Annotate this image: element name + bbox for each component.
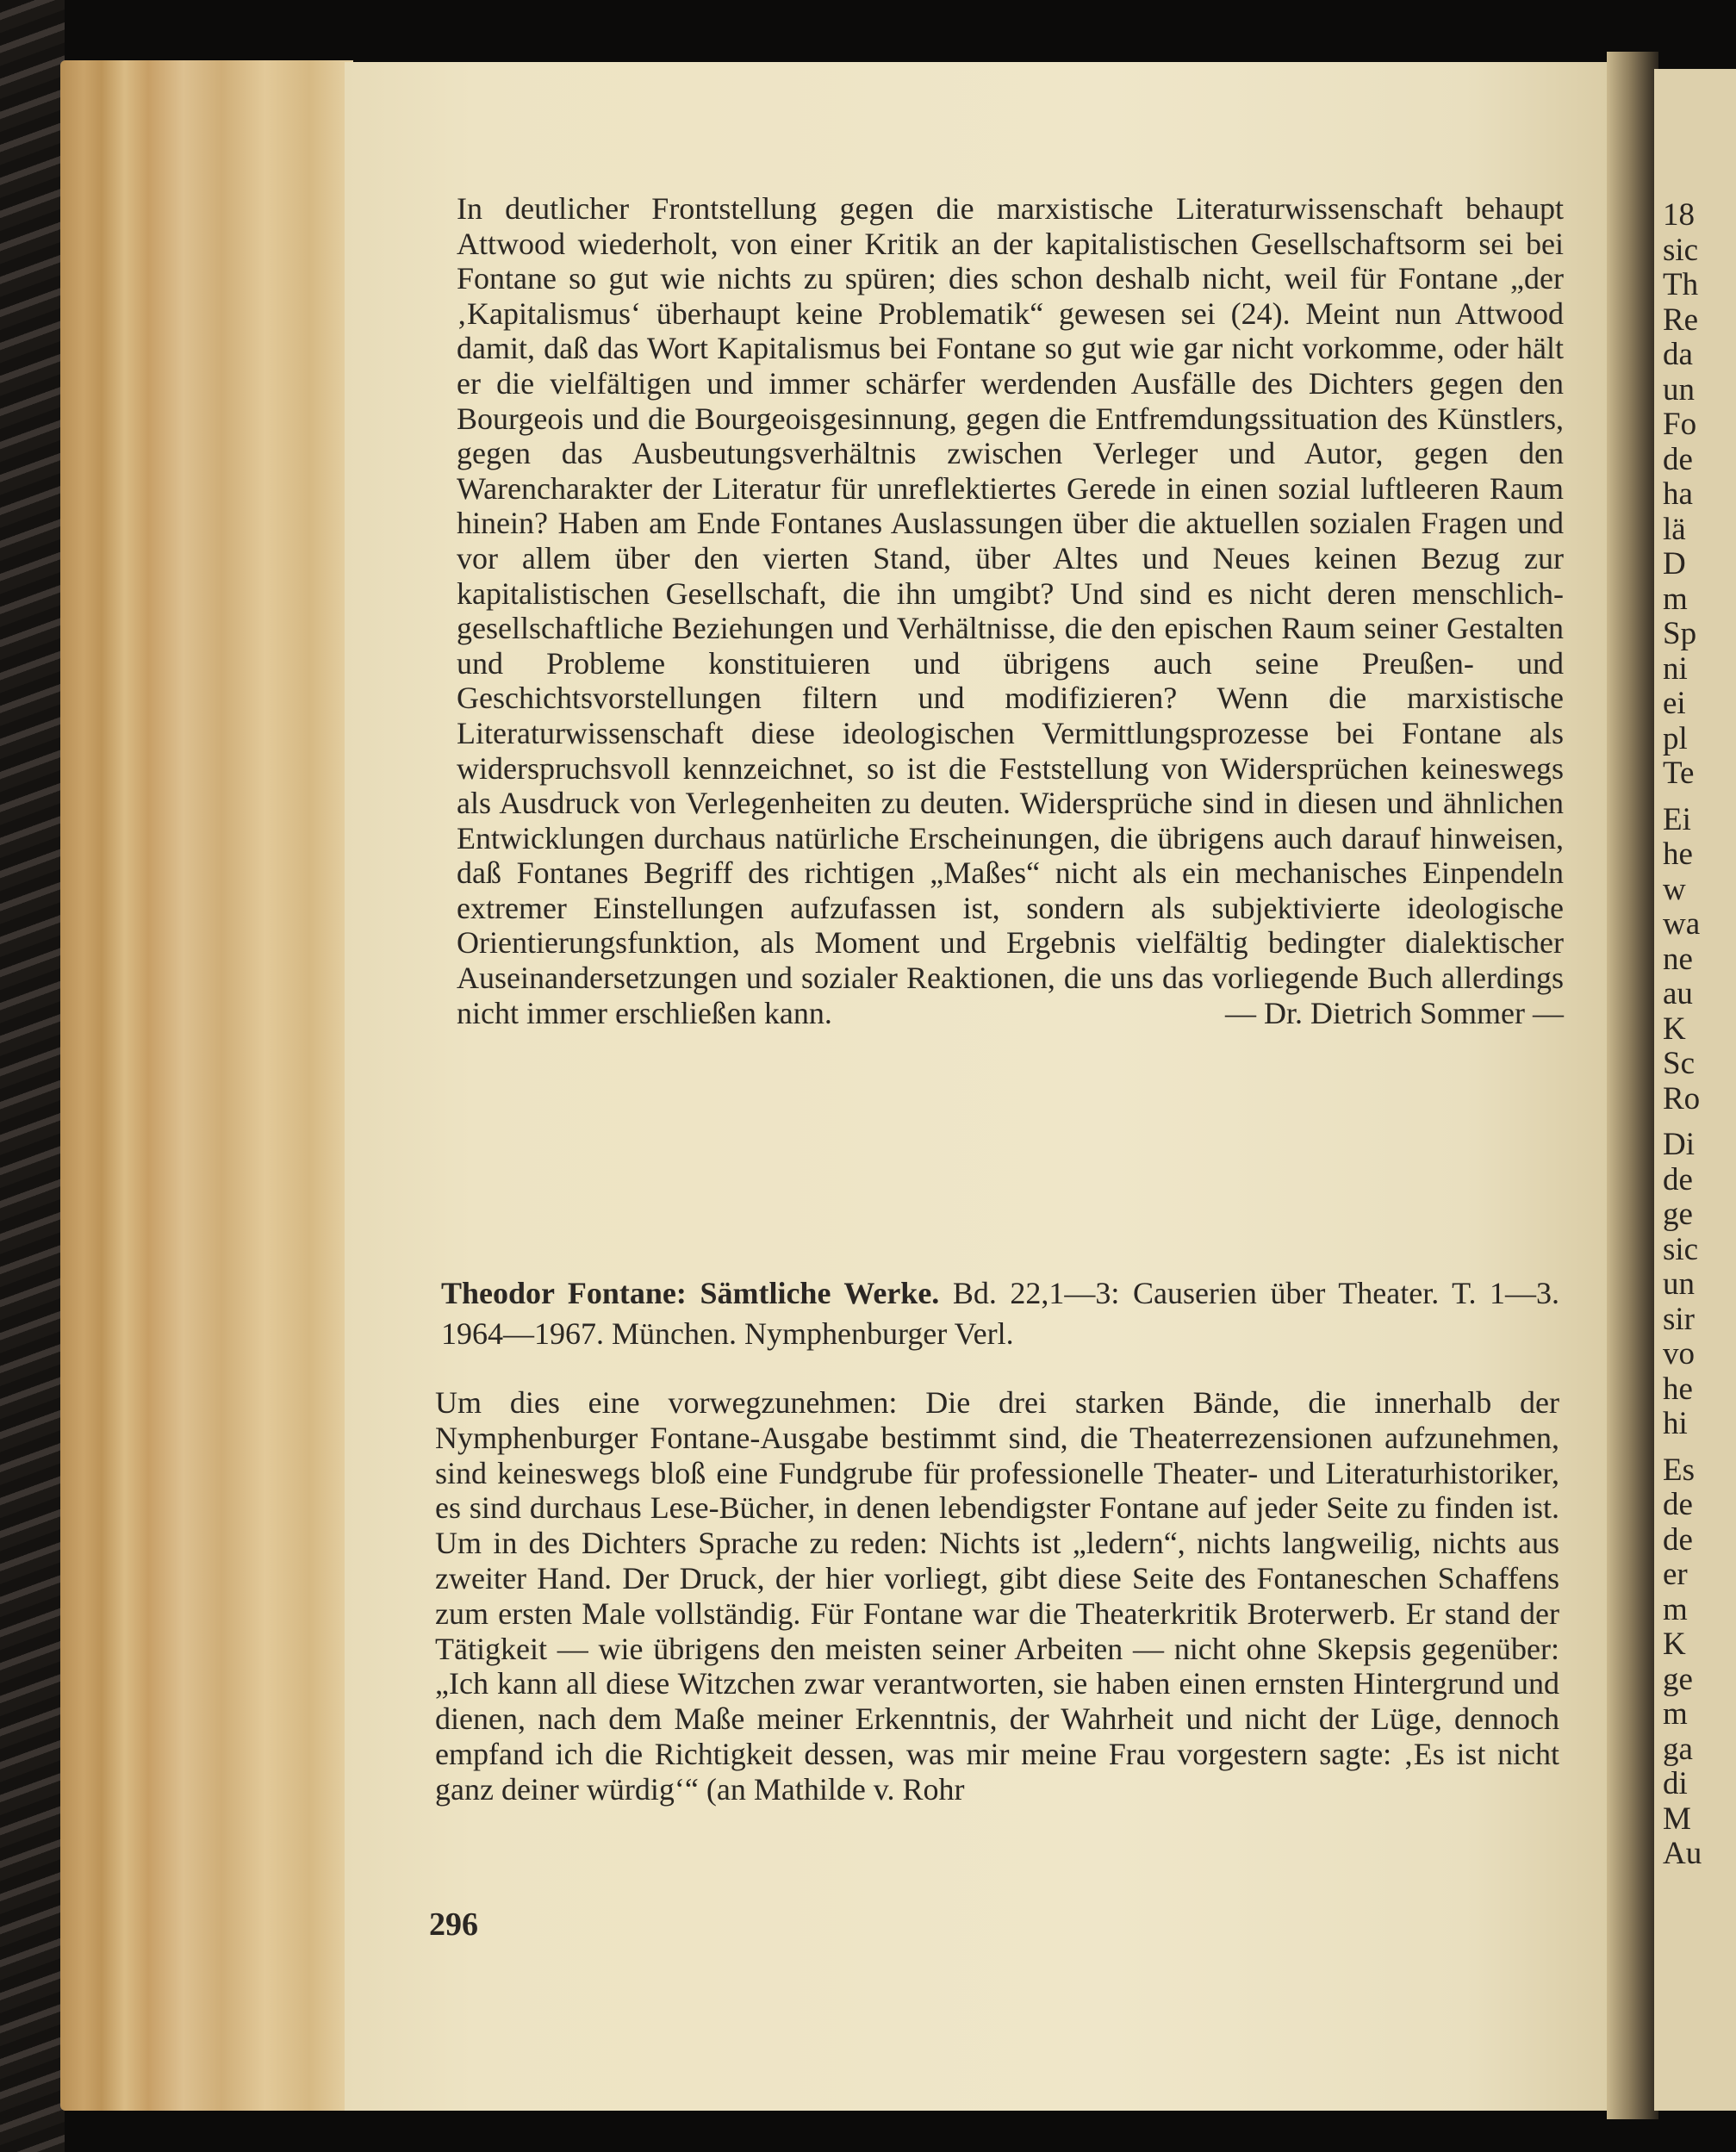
book-gutter (1607, 52, 1658, 2119)
review-2-title: Theodor Fontane: Sämtliche Werke. (441, 1276, 940, 1310)
facing-line: Sp (1663, 616, 1697, 651)
facing-line: ga (1663, 1731, 1693, 1767)
facing-line: Au (1663, 1836, 1702, 1871)
review-2-bibliography: Bd. 22,1—3: Causerien über Theater. T. 1—3. 1964—1967. München. Nymphenburger Verl. (441, 1276, 1559, 1351)
facing-line: sic (1663, 1231, 1699, 1267)
facing-line: ge (1663, 1197, 1693, 1232)
facing-line: ei (1663, 686, 1686, 721)
review-2-heading (441, 1273, 1559, 1354)
facing-line: Ei (1663, 801, 1691, 837)
facing-line: di (1663, 1766, 1688, 1801)
review-1-signature: — Dr. Dietrich Sommer — (1225, 995, 1564, 1030)
facing-line: he (1663, 1371, 1693, 1407)
facing-line: m (1663, 1696, 1688, 1732)
facing-line: Sc (1663, 1046, 1695, 1081)
facing-page (1654, 69, 1736, 2111)
page-stack-edge (60, 60, 353, 2111)
facing-line: m (1663, 1591, 1688, 1627)
facing-line: au (1663, 976, 1693, 1011)
facing-line: 18 (1663, 197, 1695, 233)
facing-line: ha (1663, 476, 1693, 512)
facing-line: Th (1663, 267, 1699, 302)
facing-line: ne (1663, 941, 1693, 977)
facing-line: he (1663, 837, 1693, 872)
book-spine-edge (0, 0, 65, 2152)
facing-line: ni (1663, 650, 1688, 687)
facing-line: de (1663, 441, 1693, 477)
review-1 (457, 191, 1564, 1030)
facing-line: Es (1663, 1452, 1695, 1488)
facing-line: Ro (1663, 1080, 1701, 1116)
facing-line: un (1663, 1266, 1695, 1302)
review-1-body: In deutlicher Frontstellung gegen die marxistische Literaturwissenschaft behaupt Attwood wiederholt, von einer Kritik an der kapitalistischen Gesellschaftsorm sei bei Fontane so gut wie nichts zu spüren; dies schon deshalb nicht, weil für Fontane „der ‚Kapitalismus‘ überhaupt keine Problematik“ gewesen sei (24). Meint nun Attwood damit, daß das Wort Kapitalismus bei Fontane so gut wie gar nicht vorkomme, oder hält er die vielfältigen und immer schärfer werdenden Ausfälle des Dichters gegen den Bourgeois und die Bourgeoisgesinnung, gegen die Entfremdungssituation des Künstlers, gegen das Ausbeutungsverhältnis zwischen Verleger und Autor, gegen den Warencharakter der Literatur für unreflektiertes Gerede in einen sozial luftleeren Raum hinein? Haben am Ende Fontanes Auslassungen über die aktuellen sozialen Fragen und vor allem über den vierten Stand, über Altes und Neues keinen Bezug zur kapitalistischen Gesellschaft, die ihn umgibt? Und sind es nicht deren menschlich-gesellschaftliche Beziehungen und Verhältnisse, die den epischen Raum seiner Gestalten und Probleme konstituieren und übrigens auch seine Preußen- und Geschichtsvorstellungen filtern und modifizieren? Wenn die marxistische Literaturwissenschaft diese ideologischen Vermittlungsprozesse bei Fontane als widerspruchsvoll kennzeichnet, so ist die Feststellung von Widersprüchen keineswegs als Ausdruck von Verlegenheiten zu deuten. Widersprüche sind in diesen und ähnlichen Entwicklungen durchaus natürliche Erscheinungen, die übrigens auch darauf hinweisen, daß Fontanes Begriff des richtigen „Maßes“ nicht als ein mechanisches Einpendeln extremer Einstellungen aufzufassen ist, sondern als subjektivierte ideologische Orientierungsfunktion, als Moment und Ergebnis vielfältig bedingter dialektischer Auseinandersetzungen und sozialer Reaktionen, die uns das vorliegende Buch allerdings nicht immer erschließen kann. (457, 191, 1564, 1030)
facing-line: K (1663, 1011, 1686, 1047)
facing-line: hi (1663, 1406, 1688, 1441)
facing-page-text (1663, 198, 1736, 1872)
facing-line: sic (1663, 232, 1699, 268)
facing-line: wa (1663, 906, 1701, 942)
facing-line: Te (1663, 756, 1695, 791)
facing-line: m (1663, 581, 1688, 617)
review-2-body: Um dies eine vorwegzunehmen: Die drei starken Bände, die innerhalb der Nymphenburger Fontane-Ausgabe bestimmt sind, die Theaterrezensionen aufzunehmen, sind keineswegs bloß eine Fundgrube für professionelle Theater- und Literaturhistoriker, es sind durchaus Lese-Bücher, in denen lebendigster Fontane auf jeder Seite zu finden ist. Um in des Dichters Sprache zu reden: Nichts ist „ledern“, nichts langweilig, nichts aus zweiter Hand. Der Druck, der hier vorliegt, gibt diese Seite des Fontaneschen Schaffens zum ersten Male vollständig. Für Fontane war die Theaterkritik Broterwerb. Er stand der Tätigkeit — wie übrigens den meisten seiner Arbeiten — nicht ohne Skepsis gegenüber: „Ich kann all diese Witzchen zwar verantworten, sie haben einen ernsten Hintergrund und dienen, nach dem Maße meiner Erkenntnis, der Wahrheit und nicht der Lüge, dennoch empfand ich die Richtigkeit dessen, was mir meine Frau vorgestern sagte: ‚Es ist nicht ganz deiner würdig‘“ (an Mathilde v. Rohr (435, 1385, 1559, 1807)
facing-line: ge (1663, 1661, 1693, 1697)
page-number: 296 (429, 1906, 478, 1943)
facing-line: w (1663, 871, 1686, 907)
facing-line: vo (1663, 1336, 1695, 1371)
facing-line: de (1663, 1487, 1693, 1522)
review-2 (435, 1385, 1559, 1807)
facing-line: Fo (1663, 407, 1697, 442)
facing-line: K (1663, 1626, 1686, 1662)
facing-line: er (1663, 1557, 1688, 1592)
facing-line: de (1663, 1161, 1693, 1197)
facing-line: pl (1663, 720, 1688, 756)
facing-line: Re (1663, 302, 1699, 338)
facing-line: D (1663, 546, 1686, 582)
facing-line: un (1663, 371, 1695, 407)
facing-line: de (1663, 1521, 1693, 1558)
facing-line: lä (1663, 511, 1686, 547)
facing-line: da (1663, 337, 1693, 372)
facing-line: M (1663, 1801, 1691, 1837)
facing-line: sir (1663, 1301, 1695, 1337)
facing-line: Di (1663, 1127, 1695, 1162)
